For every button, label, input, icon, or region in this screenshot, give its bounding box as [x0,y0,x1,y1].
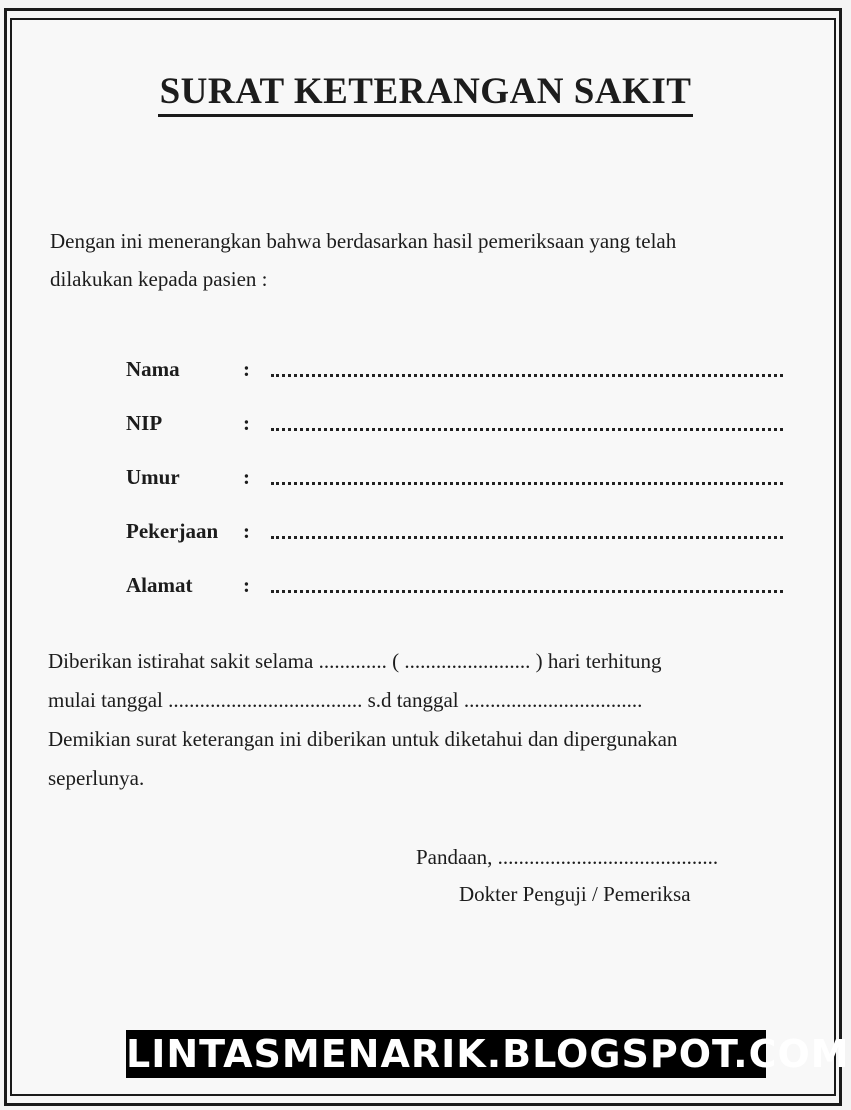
intro-paragraph: Dengan ini menerangkan bahwa berdasarkan hasil pemeriksaan yang telah dilakukan kepada pasien : [50,229,677,291]
body-line-rest-duration: Diberikan istirahat sakit selama ............. ( ........................ ) hari terhitung [48,649,662,673]
document-title-text: SURAT KETERANGAN SAKIT [158,72,694,117]
body-line-closing: Demikian surat keterangan ini diberikan untuk diketahui dan dipergunakan [48,727,678,751]
signature-place-date: Pandaan, .......................................... [416,845,719,869]
document-title [0,70,851,117]
body-line-closing-end: seperlunya. [48,766,145,790]
field-label-alamat: Alamat [126,573,193,597]
field-colon: : [243,357,250,381]
field-label-umur: Umur [126,465,180,489]
field-colon: : [243,411,250,435]
field-label-nip: NIP [126,411,163,435]
body-line-date-range: mulai tanggal ..................................... s.d tanggal .................................. [48,688,643,712]
field-line-nama[interactable] [271,374,783,377]
field-line-alamat[interactable] [271,590,783,593]
field-label-nama: Nama [126,357,180,381]
field-line-umur[interactable] [271,482,783,485]
field-colon: : [243,465,250,489]
field-line-pekerjaan[interactable] [271,536,783,539]
field-label-pekerjaan: Pekerjaan [126,519,219,543]
field-colon: : [243,573,250,597]
field-line-nip[interactable] [271,428,783,431]
document-inner-border [10,18,850,1096]
field-colon: : [243,519,250,543]
watermark-banner: LINTASMENARIK.BLOGSPOT.COM [126,1032,850,1076]
signature-role: Dokter Penguji / Pemeriksa [459,882,691,906]
